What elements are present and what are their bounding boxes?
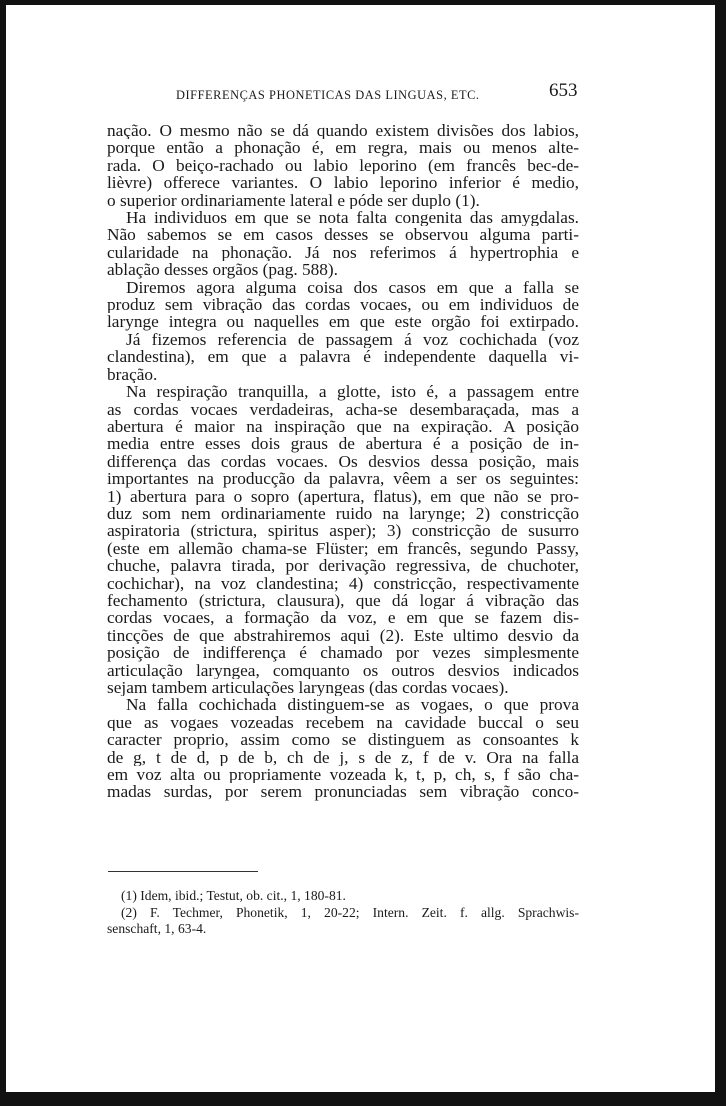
text-line: importantes na producção da palavra, vêem a ser os seguintes: [107,470,579,488]
text-line: Ha individuos em que se nota falta congenita das amygdalas. [126,209,579,227]
footnotes [107,888,579,938]
footnote: (1) Idem, ibid.; Testut, ob. cit., 1, 180-81. [121,888,346,903]
text-line: Na falla cochichada distinguem-se as vogaes, o que prova [126,696,579,714]
text-line: tincções de que abstrahiremos aqui (2). Este ultimo desvio da [107,626,579,645]
text-line: que as vogaes vozeadas recebem na cavidade buccal o seu [107,713,579,732]
text-line: o superior ordinariamente lateral e póde ser duplo (1). [107,191,480,210]
text-line: articulação laryngea, comquanto os outros desvios indicados [107,661,579,679]
text-line: nação. O mesmo não se dá quando existem divisões dos labios, [107,122,579,140]
text-line: chuche, palavra tirada, por derivação regressiva, de chuchoter, [107,557,579,575]
text-line: lièvre) offerece variantes. O labio leporino inferior é medio, [107,174,579,192]
scan-border-right [715,0,726,1106]
text-line: em voz alta ou propriamente vozeada k, t, p, ch, s, f são cha- [107,766,579,784]
text-line: cochichar), na voz clandestina; 4) constricção, respectivamente [107,574,579,592]
text-line: Já fizemos referencia de passagem á voz cochichada (voz [126,330,579,349]
body-text [107,122,579,801]
text-line: de g, t de d, p de b, ch de j, s de z, f de v. Ora na falla [107,748,579,767]
text-line: larynge integra ou naquelles em que este orgão foi extirpado. [107,313,579,331]
text-line: caracter proprio, assim como se distinguem as consoantes k [107,731,579,749]
scan-border-left [0,0,6,1106]
page-number: 653 [549,80,578,101]
text-line: (este em allemão chama-se Flüster; em francês, segundo Passy, [107,539,579,558]
text-line: differença das cordas vocaes. Os desvios dessa posição, mais [107,452,579,471]
text-line: duz som nem ordinariamente ruido na larynge; 2) constricção [107,504,579,523]
text-line: 1) abertura para o sopro (apertura, flatus), em que não se pro- [107,487,579,505]
text-line: Na respiração tranquilla, a glotte, isto é, a passagem entre [126,383,579,401]
text-line: sejam tambem articulações laryngeas (das cordas vocaes). [107,679,509,697]
scan-border-bottom [0,1092,726,1106]
text-line: aspiratoria (strictura, spiritus asper); 3) constricção de susurro [107,522,579,540]
text-line: produz sem vibração das cordas vocaes, ou em individuos de [107,296,579,314]
text-line: porque então a phonação é, em regra, mais ou menos alte- [107,139,579,157]
text-line: as cordas vocaes verdadeiras, acha-se desembaraçada, mas a [107,400,579,418]
text-line: abertura é maior na inspiração que na expiração. A posição [107,417,579,436]
text-line: rada. O beiço-rachado ou labio leporino (em francês bec-de- [107,156,579,175]
text-line: bração. [107,365,158,384]
footnote: (2) F. Techmer, Phonetik, 1, 20-22; Intern. Zeit. f. allg. Sprachwis- [121,904,579,920]
text-line: Diremos agora alguma coisa dos casos em que a falla se [126,278,579,297]
text-line: fechamento (strictura, clausura), que dá logar á vibração das [107,591,579,610]
footnote-continuation: senschaft, 1, 63-4. [107,921,207,937]
text-line: cularidade na phonação. Já nos referimos á hypertrophia e [107,243,579,262]
text-line: clandestina), em que a palavra é independente daquella vi- [107,348,579,366]
text-line: Não sabemos se em casos desses se observou alguma parti- [107,226,579,244]
text-line: posição de indifferença é chamado por vezes simplesmente [107,644,579,662]
scan-border-top [0,0,726,5]
footnote-rule [108,871,258,872]
text-line: media entre esses dois graus de abertura é a posição de in- [107,435,579,453]
running-head: DIFFERENÇAS PHONETICAS DAS LINGUAS, ETC. [176,88,480,102]
text-line: ablação desses orgãos (pag. 588). [107,261,338,279]
text-line: madas surdas, por serem pronunciadas sem vibração conco- [107,783,579,801]
text-line: cordas vocaes, a formação da voz, e em que se fazem dis- [107,609,579,627]
